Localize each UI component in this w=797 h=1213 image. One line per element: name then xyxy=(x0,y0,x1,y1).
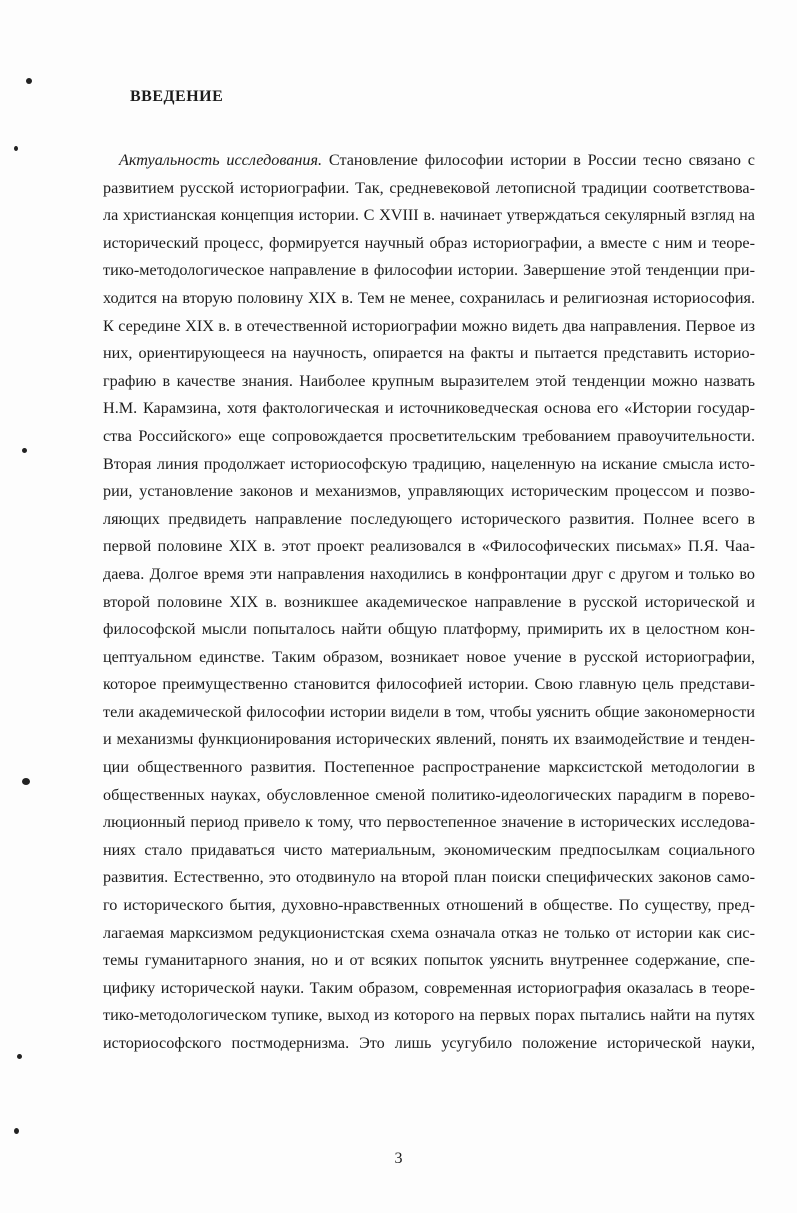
text-line: тико-методологическое направление в философии истории. Завершение этой тенденции при- xyxy=(103,261,755,280)
text-line: развития. Естественно, это отодвинуло на второй план поиски специфических законов само- xyxy=(103,868,755,887)
text-line: графию в качестве знания. Наиболее крупным выразителем этой тенденции можно назвать xyxy=(103,371,755,390)
text-line: рии, установление законов и механизмов, управляющих историческим процессом и позво- xyxy=(103,482,755,501)
text-line: ции общественного развития. Постепенное распространение марксистской методологии в xyxy=(103,758,755,777)
text-line: философской мысли попыталось найти общую платформу, примирить их в целостном кон- xyxy=(103,620,755,639)
text-line: которое преимущественно становится философией истории. Свою главную цель представи- xyxy=(103,675,755,694)
text-line: К середине XIX в. в отечественной историографии можно видеть два направления. Первое из xyxy=(103,316,755,335)
text-line: ниях стало придаваться чисто материальным, экономическим предпосылкам социального xyxy=(103,840,755,859)
text-line: ходится на вторую половину XIX в. Тем не менее, сохранилась и религиозная историософия. xyxy=(103,288,755,307)
body-paragraph xyxy=(103,147,755,1058)
text-line-content: Становление философии истории в России тесно связано с xyxy=(322,151,755,169)
text-line: развитием русской историографии. Так, средневековой летописной традиции соответствова- xyxy=(103,178,755,197)
scan-speck xyxy=(22,778,30,785)
page-number: 3 xyxy=(394,1150,403,1167)
text-line: го исторического бытия, духовно-нравственных отношений в обществе. По существу, пред- xyxy=(103,896,755,915)
text-line: общественных науках, обусловленное сменой политико-идеологических парадигм в порево- xyxy=(103,785,755,804)
scan-speck xyxy=(22,448,27,453)
text-line: первой половине XIX в. этот проект реализовался в «Философических письмах» П.Я. Чаа- xyxy=(103,537,755,556)
text-line: Н.М. Карамзина, хотя фактологическая и источниковедческая основа его «Истории государ- xyxy=(103,399,755,418)
text-line: цептуальном единстве. Таким образом, возникает новое учение в русской историографии, xyxy=(103,647,755,666)
text-line: люционный период привело к тому, что первостепенное значение в исторических исследова- xyxy=(103,813,755,832)
text-line: тико-методологическом тупике, выход из которого на первых порах пытались найти на путях xyxy=(103,1006,755,1025)
lead-phrase: Актуальность исследования. xyxy=(119,151,323,169)
text-line: даева. Долгое время эти направления находились в конфронтации друг с другом и только во xyxy=(103,564,755,583)
text-line: ства Российского» еще сопровождается просветительским требованием правоучительности. xyxy=(103,426,755,445)
text-line xyxy=(103,147,755,175)
scan-speck xyxy=(14,146,18,151)
text-line: и механизмы функционирования исторических явлений, понять их взаимодействие и тенден- xyxy=(103,730,755,749)
text-line: темы гуманитарного знания, но и от всяких попыток уяснить внутреннее содержание, спе- xyxy=(103,951,755,970)
scan-speck xyxy=(17,1054,22,1059)
text-line: исторический процесс, формируется научный образ историографии, а вместе с ним и теоре- xyxy=(103,233,755,252)
text-line: лагаемая марксизмом редукционистская схема означала отказ не только от истории как сис- xyxy=(103,923,755,942)
scan-speck xyxy=(14,1128,19,1134)
text-line: историософского постмодернизма. Это лишь усугубило положение исторической науки, xyxy=(103,1034,755,1052)
text-line: тели академической философии истории видели в том, чтобы уяснить общие закономерности xyxy=(103,702,755,721)
text-line: второй половине XIX в. возникшее академическое направление в русской исторической и xyxy=(103,592,755,611)
text-line: них, ориентирующееся на научность, опирается на факты и пытается представить историо- xyxy=(103,344,755,363)
text-line: цифику исторической науки. Таким образом, современная историография оказалась в теоре- xyxy=(103,978,755,997)
text-line: ла христианская концепция истории. С XVIII в. начинает утверждаться секулярный взгляд на xyxy=(103,206,755,225)
section-heading: ВВЕДЕНИЕ xyxy=(130,88,224,105)
scan-speck xyxy=(26,78,32,84)
text-line: ляющих предвидеть направление последующего исторического развития. Полнее всего в xyxy=(103,509,755,528)
text-line: Вторая линия продолжает историософскую традицию, нацеленную на искание смысла исто- xyxy=(103,454,755,473)
